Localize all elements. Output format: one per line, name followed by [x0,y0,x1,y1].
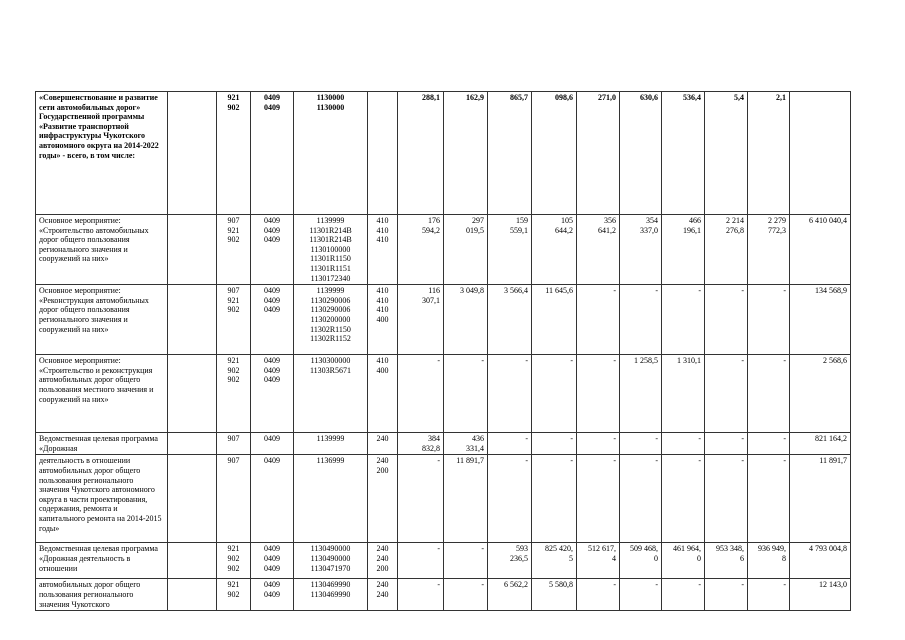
section-code-cell: 0409 [251,433,294,455]
year-2019-cell: 354 337,0 [620,215,662,285]
year-2016-cell: - [488,433,532,455]
total-cell: 6 410 040,4 [790,215,851,285]
year-2017-cell: 098,6 [532,92,577,215]
section-code-cell: 0409 0409 0409 [251,285,294,355]
table-row [36,92,851,215]
year-2021-cell: 5,4 [705,92,748,215]
section-code-cell: 0409 0409 [251,579,294,611]
year-2015-cell: 3 049,8 [444,285,488,355]
year-2017-cell: 5 580,8 [532,579,577,611]
blank-cell [168,285,217,355]
target-article-cell: 1139999 [294,433,368,455]
year-2021-cell: 2 214 276,8 [705,215,748,285]
total-cell: 12 143,0 [790,579,851,611]
blank-cell [168,92,217,215]
target-article-cell: 1139999 1130290006 1130290006 1130200000 11302R1150 11302R1152 [294,285,368,355]
year-2018-cell: 512 617, 4 [577,543,620,579]
gr-code-cell: 921 902 902 [217,543,251,579]
year-2017-cell: 11 645,6 [532,285,577,355]
total-cell: 2 568,6 [790,355,851,433]
year-2018-cell: - [577,455,620,543]
year-2018-cell: 271,0 [577,92,620,215]
target-article-cell: 1130000 1130000 [294,92,368,215]
year-2022-cell: - [748,579,790,611]
year-2015-cell: 11 891,7 [444,455,488,543]
gr-code-cell: 907 [217,455,251,543]
table-row [36,433,851,455]
year-2014-cell: - [398,579,444,611]
blank-cell [168,355,217,433]
table-row [36,579,851,611]
year-2018-cell: - [577,285,620,355]
year-2018-cell: - [577,355,620,433]
year-2019-cell: - [620,455,662,543]
year-2020-cell: 461 964, 0 [662,543,705,579]
blank-cell [168,215,217,285]
year-2018-cell: - [577,579,620,611]
year-2020-cell: 466 196,1 [662,215,705,285]
year-2022-cell: - [748,433,790,455]
section-code-cell: 0409 0409 0409 [251,355,294,433]
section-code-cell: 0409 0409 0409 [251,543,294,579]
year-2019-cell: - [620,285,662,355]
year-2018-cell: 356 641,2 [577,215,620,285]
row-name-cell: Ведомственная целевая программа «Дорожная деятельность в отношении [36,543,168,579]
year-2019-cell: 509 468, 0 [620,543,662,579]
year-2020-cell: - [662,433,705,455]
total-cell: 4 793 004,8 [790,543,851,579]
gr-code-cell: 921 902 902 [217,355,251,433]
year-2021-cell: 953 348, 6 [705,543,748,579]
target-article-cell: 1130469990 1130469990 [294,579,368,611]
expense-type-cell: 410 400 [368,355,398,433]
year-2021-cell: - [705,285,748,355]
year-2019-cell: 630,6 [620,92,662,215]
gr-code-cell: 907 [217,433,251,455]
target-article-cell: 1130490000 1130490000 1130471970 [294,543,368,579]
year-2015-cell: 436 331,4 [444,433,488,455]
year-2019-cell: - [620,579,662,611]
year-2020-cell: - [662,455,705,543]
year-2017-cell: - [532,355,577,433]
table-row [36,355,851,433]
row-name-cell: Ведомственная целевая программа «Дорожная [36,433,168,455]
year-2021-cell: - [705,455,748,543]
target-article-cell: 1136999 [294,455,368,543]
total-cell [790,92,851,215]
expense-type-cell: 240 240 200 [368,543,398,579]
gr-code-cell: 907 921 902 [217,215,251,285]
section-code-cell: 0409 [251,455,294,543]
budget-table [35,91,851,611]
year-2016-cell: - [488,455,532,543]
year-2015-cell: - [444,579,488,611]
year-2017-cell: - [532,455,577,543]
year-2014-cell: 384 832,8 [398,433,444,455]
year-2016-cell: 3 566,4 [488,285,532,355]
year-2022-cell: - [748,455,790,543]
year-2020-cell: 1 310,1 [662,355,705,433]
blank-cell [168,433,217,455]
year-2022-cell: 2 279 772,3 [748,215,790,285]
expense-type-cell: 240 200 [368,455,398,543]
year-2018-cell: - [577,433,620,455]
year-2016-cell: 6 562,2 [488,579,532,611]
expense-type-cell: 240 [368,433,398,455]
table-row [36,215,851,285]
expense-type-cell: 410 410 410 400 [368,285,398,355]
row-name-cell: Основное мероприятие: «Строительство и реконструкция автомобильных дорог общего пользования местного значения и сооружений на них» [36,355,168,433]
expense-type-cell: 410 410 410 [368,215,398,285]
year-2016-cell: 865,7 [488,92,532,215]
year-2017-cell: 825 420, 5 [532,543,577,579]
target-article-cell: 1139999 11301R214B 11301R214B 1130100000 11301R1150 11301R1151 1130172340 [294,215,368,285]
year-2021-cell: - [705,355,748,433]
blank-cell [168,579,217,611]
year-2014-cell: - [398,455,444,543]
expense-type-cell: 240 240 [368,579,398,611]
year-2015-cell: 162,9 [444,92,488,215]
section-code-cell: 0409 0409 [251,92,294,215]
table-row [36,543,851,579]
section-code-cell: 0409 0409 0409 [251,215,294,285]
row-name-cell: деятельность в отношении автомобильных дорог общего пользования регионального значения Чукотского автономного округа в части проектирования, содержания, ремонта и капитального ремонта на 2014-2015 годы» [36,455,168,543]
year-2022-cell: 936 949, 8 [748,543,790,579]
total-cell: 11 891,7 [790,455,851,543]
year-2021-cell: - [705,579,748,611]
year-2020-cell: 536,4 [662,92,705,215]
gr-code-cell: 907 921 902 [217,285,251,355]
year-2021-cell: - [705,433,748,455]
year-2017-cell: 105 644,2 [532,215,577,285]
year-2015-cell: - [444,355,488,433]
year-2019-cell: - [620,433,662,455]
year-2022-cell: - [748,355,790,433]
year-2022-cell: 2,1 [748,92,790,215]
year-2014-cell: - [398,543,444,579]
total-cell: 821 164,2 [790,433,851,455]
row-name-cell: автомобильных дорог общего пользования регионального значения Чукотского [36,579,168,611]
total-cell: 134 568,9 [790,285,851,355]
year-2014-cell: - [398,355,444,433]
row-name-cell: «Совершенствование и развитие сети автомобильных дорог» Государственной программы «Развитие транспортной инфраструктуры Чукотского автономного округа на 2014-2022 годы» - всего, в том числе: [36,92,168,215]
table-row [36,285,851,355]
year-2016-cell: 159 559,1 [488,215,532,285]
year-2014-cell: 288,1 [398,92,444,215]
blank-cell [168,543,217,579]
expense-type-cell [368,92,398,215]
year-2014-cell: 176 594,2 [398,215,444,285]
year-2017-cell: - [532,433,577,455]
year-2015-cell: - [444,543,488,579]
year-2022-cell: - [748,285,790,355]
row-name-cell: Основное мероприятие: «Реконструкция автомобильных дорог общего пользования регионального значения и сооружений на них» [36,285,168,355]
year-2015-cell: 297 019,5 [444,215,488,285]
year-2014-cell: 116 307,1 [398,285,444,355]
year-2020-cell: - [662,579,705,611]
table-row [36,455,851,543]
row-name-cell: Основное мероприятие: «Строительство автомобильных дорог общего пользования регионального значения и сооружений на них» [36,215,168,285]
year-2016-cell: - [488,355,532,433]
gr-code-cell: 921 902 [217,92,251,215]
blank-cell [168,455,217,543]
table-body [36,92,851,611]
year-2019-cell: 1 258,5 [620,355,662,433]
gr-code-cell: 921 902 [217,579,251,611]
target-article-cell: 1130300000 11303R5671 [294,355,368,433]
year-2016-cell: 593 236,5 [488,543,532,579]
year-2020-cell: - [662,285,705,355]
